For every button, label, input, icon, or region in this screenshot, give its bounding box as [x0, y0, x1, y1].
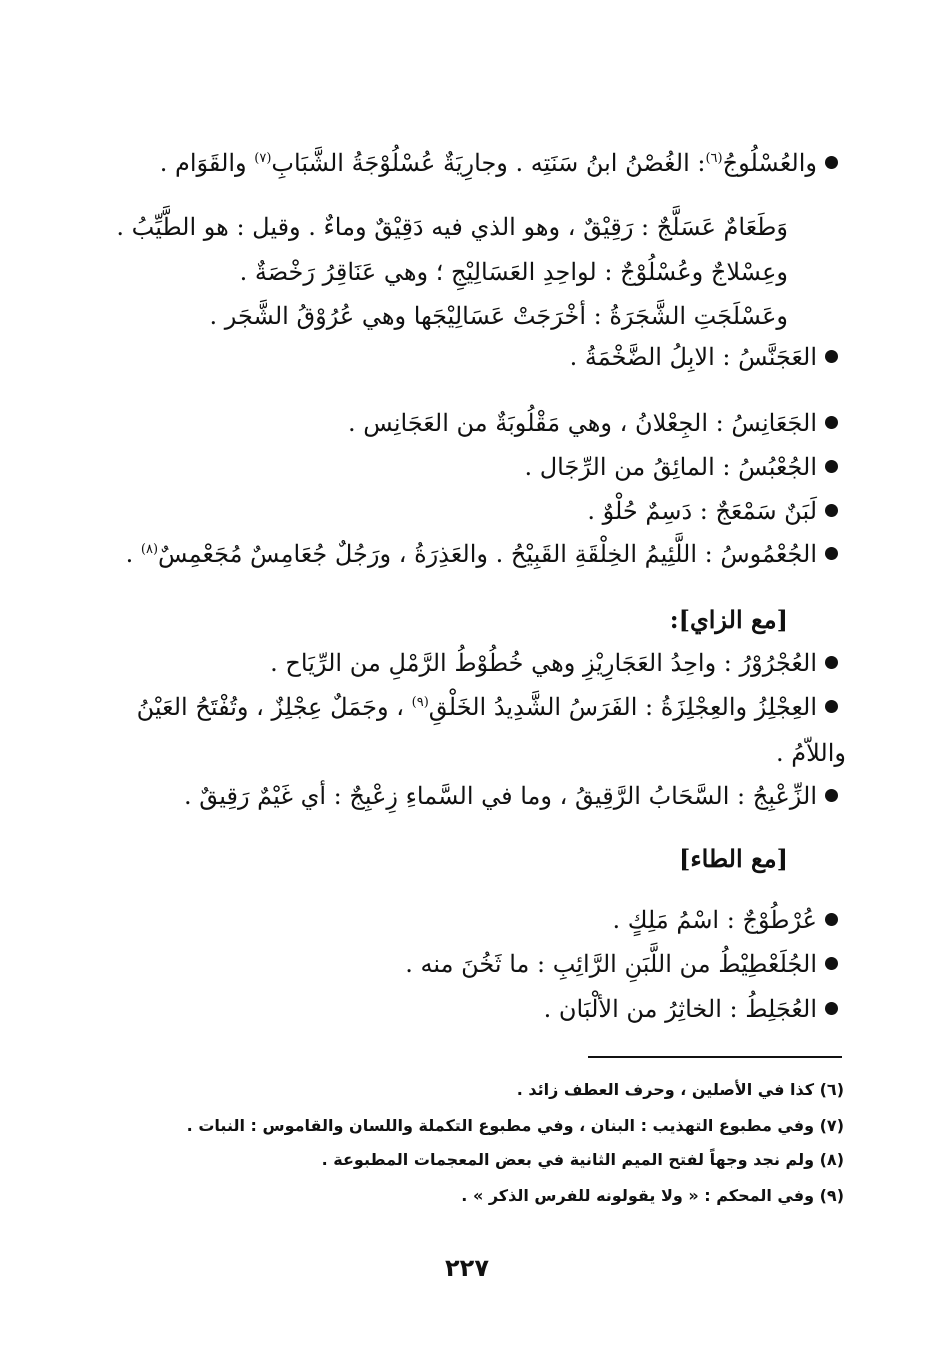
- bullet-icon: [825, 547, 838, 560]
- entry-text: الزِّعْبِجُ : السَّحَابُ الرَّقِيقُ ، وما في السَّماءِ زِعْبِجٌ : أي غَيْمٌ رَقِيقٌ .: [183, 782, 817, 810]
- entry-continuation: واللاّمُ .: [775, 739, 846, 767]
- entry-ujalit: [0, 992, 934, 1026]
- entry-samaj: [0, 494, 934, 528]
- footnote-ref: (٨): [140, 542, 159, 557]
- entry-jumus: [0, 537, 934, 571]
- entry-jaanis: [0, 406, 934, 440]
- bullet-icon: [825, 350, 838, 363]
- bullet-icon: [825, 460, 838, 473]
- entry-text: العَجَنَّسُ : الابِلُ الضَّخْمَةُ .: [569, 343, 817, 371]
- footnote-9: (٩) وفي المحكم : « ولا يقولونه للفرس الذكر » .: [461, 1186, 844, 1205]
- entry-urtuj: [0, 903, 934, 937]
- entry-ujrur: [0, 646, 934, 680]
- page-number: ٢٢٧: [445, 1254, 489, 1282]
- footnote-separator: [588, 1056, 842, 1058]
- entry-zibij: [0, 779, 934, 813]
- entry-continuation: وعَسْلَجَتِ الشَّجَرَةُ : أخْرَجَتْ عَسَالِيْجَها وهي عُرُوْقُ الشَّجَر .: [209, 302, 788, 330]
- entry-text: الجُعْمُوسُ : اللَّئِيمُ الخِلْقَةِ القَبِيْحُ . والعَذِرَةُ ، ورَجُلٌ جُعَامِسٌ مُجَعْمِسٌ: [158, 540, 817, 568]
- entry-text: والقَوَام .: [159, 149, 255, 177]
- bullet-icon: [825, 700, 838, 713]
- footnote-ref: (٧): [254, 151, 272, 166]
- entry-julatit: [0, 947, 934, 981]
- entry-text: العُجَلِطُ : الخاثِرُ من الألْبَان .: [543, 995, 817, 1023]
- section-heading-ta: [مع الطاء]: [679, 844, 788, 873]
- entry-jubus: [0, 450, 934, 484]
- bullet-icon: [825, 913, 838, 926]
- entry-text: الجُعْبُسُ : المائِقُ من الرِّجَال .: [524, 453, 817, 481]
- footnote-8: (٨) ولم نجد وجهاً لفتح الميم الثانية في بعض المعجمات المطبوعة .: [321, 1150, 844, 1169]
- bullet-icon: [825, 156, 838, 169]
- bullet-icon: [825, 789, 838, 802]
- footnote-ref: (٦): [705, 151, 723, 166]
- entry-text: : الغُصْنُ ابنُ سَنَتِه . وجارِيَةٌ عُسْلُوْجَةُ الشَّبَابِ: [271, 149, 706, 177]
- entry-ajannas: [0, 340, 934, 374]
- entry-text: الجُلَعْطِيْطُ من اللَّبَنِ الرَّائِبِ : ما ثَخُنَ منه .: [405, 950, 817, 978]
- entry-ijliz: [0, 690, 934, 724]
- entry-text: الجَعَانِسُ : الجِعْلانُ ، وهي مَقْلُوبَةٌ من العَجَانِس .: [347, 409, 817, 437]
- entry-text: العُجْرُوْرُ : واحِدُ العَجَارِيْزِ وهي خُطُوْطُ الرَّمْلِ من الرِّيَاح .: [270, 649, 817, 677]
- entry-text: .: [125, 540, 141, 568]
- footnote-6: (٦) كذا في الأصلين ، وحرف العطف زائد .: [516, 1080, 844, 1099]
- footnote-ref: (٩): [411, 695, 429, 710]
- entry-text: لَبَنٌ سَمْعَجٌ : دَسِمٌ حُلْوٌ .: [587, 497, 817, 525]
- entry-asluj: [0, 146, 934, 180]
- bullet-icon: [825, 1002, 838, 1015]
- bullet-icon: [825, 504, 838, 517]
- entry-text: والعُسْلُوجُ: [722, 149, 817, 177]
- footnote-7: (٧) وفي مطبوع التهذيب : البنان ، وفي مطبوع التكملة واللسان والقاموس : النبات .: [186, 1116, 844, 1135]
- entry-text: عُرْطُوْجٌ : اسْمُ مَلِكٍ .: [612, 906, 817, 934]
- bullet-icon: [825, 656, 838, 669]
- section-heading-zay: [مع الزاي]:: [669, 605, 788, 634]
- entry-text: ، وجَمَلٌ عِجْلِزٌ ، وتُفْتَحُ العَيْنُ: [136, 693, 412, 721]
- entry-continuation: وعِسْلاجٌ وعُسْلُوْجٌ : لواحِدِ العَسَالِيْجِ ؛ وهي عَنَاقِرُ رَخْصَةٌ .: [239, 258, 788, 286]
- entry-continuation: وَطَعَامٌ عَسَلَّجٌ : رَقِيْقٌ ، وهو الذي فيه دَقِيْقٌ وماءٌ . وقيل : هو الطَّيِّبُ .: [116, 213, 788, 241]
- bullet-icon: [825, 416, 838, 429]
- entry-text: العِجْلِزُ والعِجْلِزَةُ : الفَرَسُ الشَّدِيدُ الخَلْقِ: [428, 693, 817, 721]
- bullet-icon: [825, 957, 838, 970]
